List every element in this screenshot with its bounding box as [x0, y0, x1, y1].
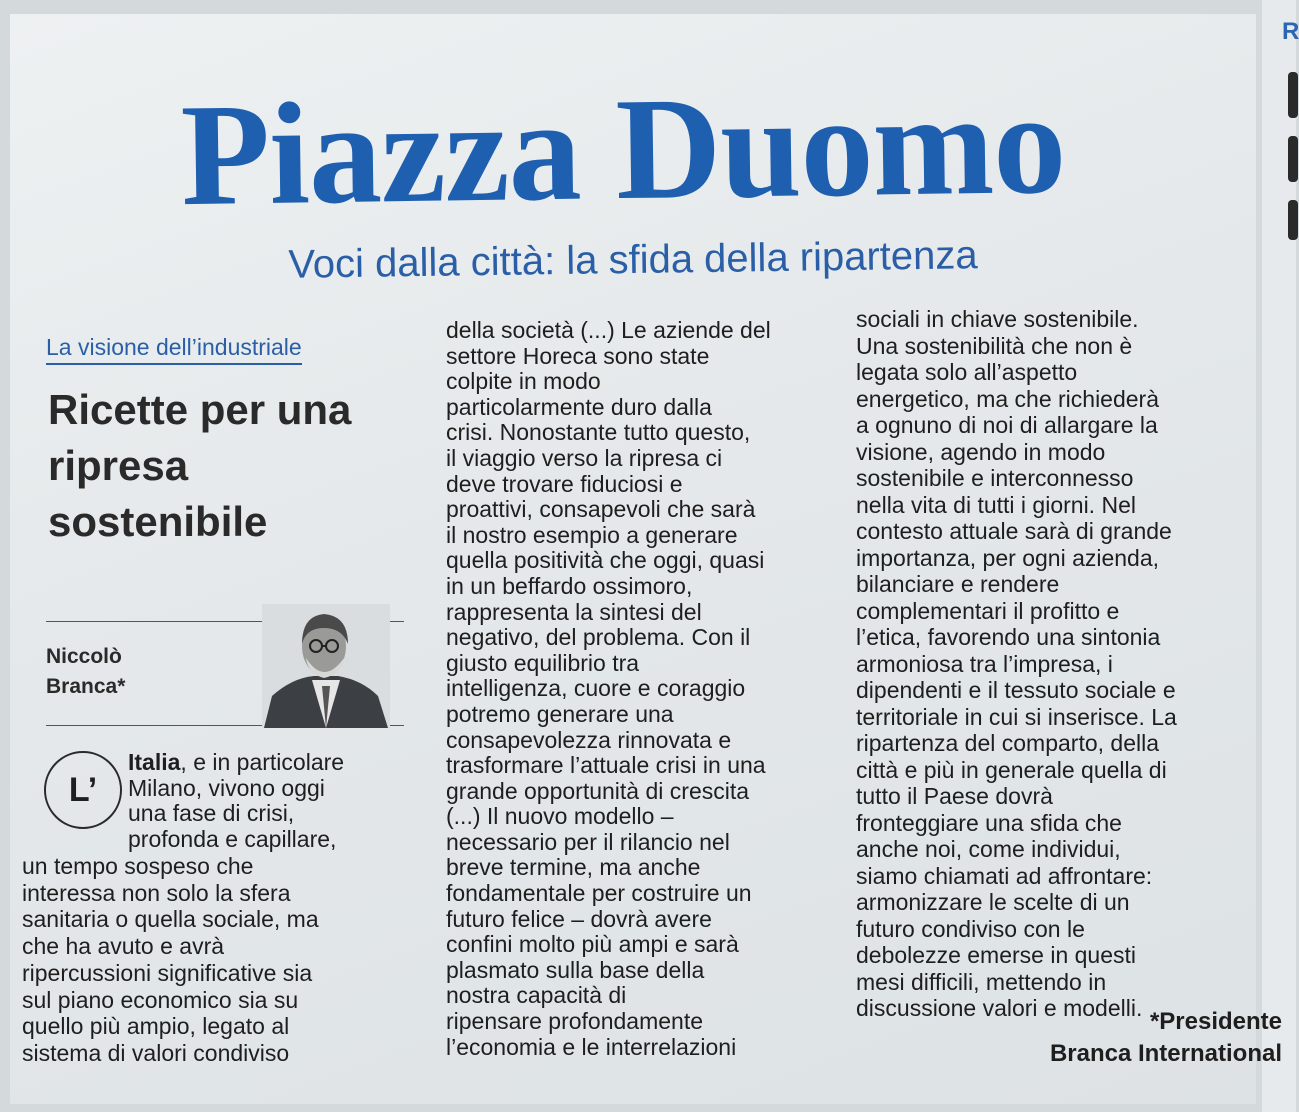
article-headline: Ricette per una ripresa sostenibile: [48, 386, 352, 545]
body-column-1-lead: [128, 750, 428, 852]
author-first-name: Niccolò: [46, 645, 122, 668]
adjacent-page-glyph: [1288, 136, 1298, 182]
section-subtitle: Voci dalla città: la sfida della ripartenza: [288, 233, 978, 287]
author-byline: [46, 642, 125, 702]
body-column-3: sociali in chiave sostenibile. Una sostenibilità che non è legata solo all’aspetto energetico, ma che richiederà a ognuno di noi di allargare la visione, agendo in modo sostenibile e interconnesso nella vita di tutti i giorni. Nel contesto attuale sarà di grande importanza, per ogni azienda, bilanciare e rendere complementari il profitto e l’etica, favorendo una sintonia armoniosa tra l’impresa, i dipendenti e il tessuto sociale e territoriale in cui si inserisce. La ripartenza del comparto, della città e più in generale quella di tutto il Paese dovrà fronteggiare una sfida che anche noi, come individui, siamo chiamati ad affrontare: armonizzare le scelte di un futuro condiviso con le debolezze emerse in questi mesi difficili, mettendo in discussione valori e modelli.: [856, 306, 1177, 1021]
body-column-1: un tempo sospeso che interessa non solo la sfera sanitaria o quella sociale, ma che ha avuto e avrà ripercussioni significative sia sul piano economico sia su quello più ampio, legato al sistema di valori condiviso: [22, 853, 319, 1066]
signature-title: *Presidente: [1149, 1008, 1282, 1035]
adjacent-page-glyph: [1288, 200, 1298, 240]
adjacent-page-edge: [1262, 0, 1299, 1112]
author-last-name: Branca*: [46, 675, 126, 698]
body-column-2: della società (...) Le aziende del settore Horeca sono state colpite in modo particolarmente duro dalla crisi. Nonostante tutto questo, il viaggio verso la ripresa ci deve trovare fiduciosi e proattivi, consapevoli che sarà il nostro esempio a generare quella positività che oggi, quasi in un beffardo ossimoro, rappresenta la sintesi del negativo, del problema. Con il giusto equilibrio tra intelligenza, cuore e coraggio potremo generare una consapevolezza rinnovata e trasformare l’attuale crisi in una grande opportunità di crescita (...) Il nuovo modello – necessario per il rilancio nel breve termine, ma anche fondamentale per costruire un futuro felice – dovrà avere confini molto più ampi e sarà plasmato sulla base della nostra capacità di ripensare profondamente l’economia e le interrelazioni: [446, 317, 771, 1060]
article-kicker: La visione dell’industriale: [46, 334, 302, 365]
adjacent-page-glyph: [1288, 72, 1298, 118]
lead-bold-word: Italia: [128, 749, 181, 775]
adjacent-page-letter: R: [1282, 18, 1299, 45]
masthead-title: Piazza Duomo: [179, 61, 1067, 237]
signature-company: Branca International: [1049, 1040, 1282, 1067]
author-portrait: [262, 604, 390, 728]
lead-text: , e in particolare Milano, vivono oggi una fase di crisi, profonda e capillare,: [128, 749, 345, 852]
drop-cap: L’: [44, 751, 122, 829]
